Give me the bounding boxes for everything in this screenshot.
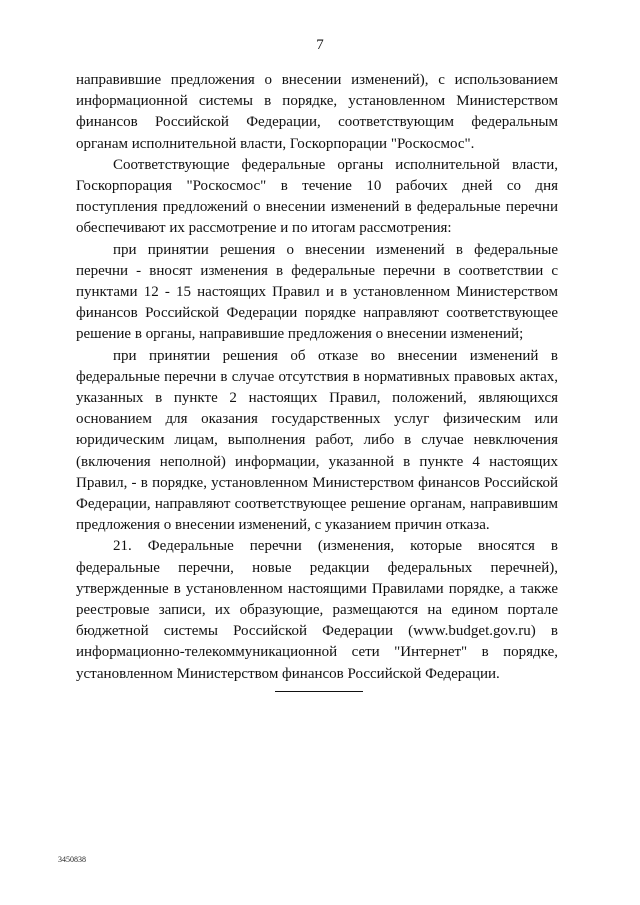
paragraph-continuation: направившие предложения о внесении изменений), с использованием информационной системы в порядке, установленном Министерством финансов Российской Федерации, соответствующим федеральным органам исполнительной власти, Госкорпорации "Роскосмос". bbox=[76, 72, 558, 152]
paragraph-item-21: 21. Федеральные перечни (изменения, которые вносятся в федеральные перечни, новые редакции федеральных перечней), утвержденные в установленном настоящими Правилами порядке, а также реестровые записи, их образующие, размещаются на едином портале бюджетной системы Российской Федерации (www.budget.gov.ru) в информационно-телекоммуникационной сети "Интернет" в порядке, установленном Министерством финансов Российской Федерации. bbox=[76, 538, 558, 682]
document-body bbox=[76, 70, 558, 685]
paragraph-refusal-case: при принятии решения об отказе во внесении изменений в федеральные перечни в случае отсутствия в нормативных правовых актах, указанных в пункте 2 настоящих Правил, положений, являющихся основанием для оказания государственных услуг физическим или юридическим лицам, выполнения работ, либо в случае невключения (включения неполной) информации, указанной в пункте 4 настоящих Правил, - в порядке, установленном Министерством финансов Российской Федерации, направляют соответствующее решение органам, направившим предложения о внесении изменений, с указанием причин отказа. bbox=[76, 347, 558, 534]
end-separator-line bbox=[275, 691, 363, 692]
document-code: 3450838 bbox=[58, 855, 86, 864]
paragraph-acceptance-case: при принятии решения о внесении изменений в федеральные перечни - вносят изменения в федеральные перечни в соответствии с пунктами 12 - 15 настоящих Правил и в установленном Министерством финансов Российской Федерации порядке направляют соответствующее решение в органы, направившие предложения о внесении изменений; bbox=[76, 241, 558, 343]
paragraph-review-obligation: Соответствующие федеральные органы исполнительной власти, Госкорпорация "Роскосмос" в течение 10 рабочих дней со дня поступления предложений о внесении изменений в федеральные перечни обеспечивают их рассмотрение и по итогам рассмотрения: bbox=[76, 156, 558, 237]
page-number: 7 bbox=[316, 37, 324, 53]
